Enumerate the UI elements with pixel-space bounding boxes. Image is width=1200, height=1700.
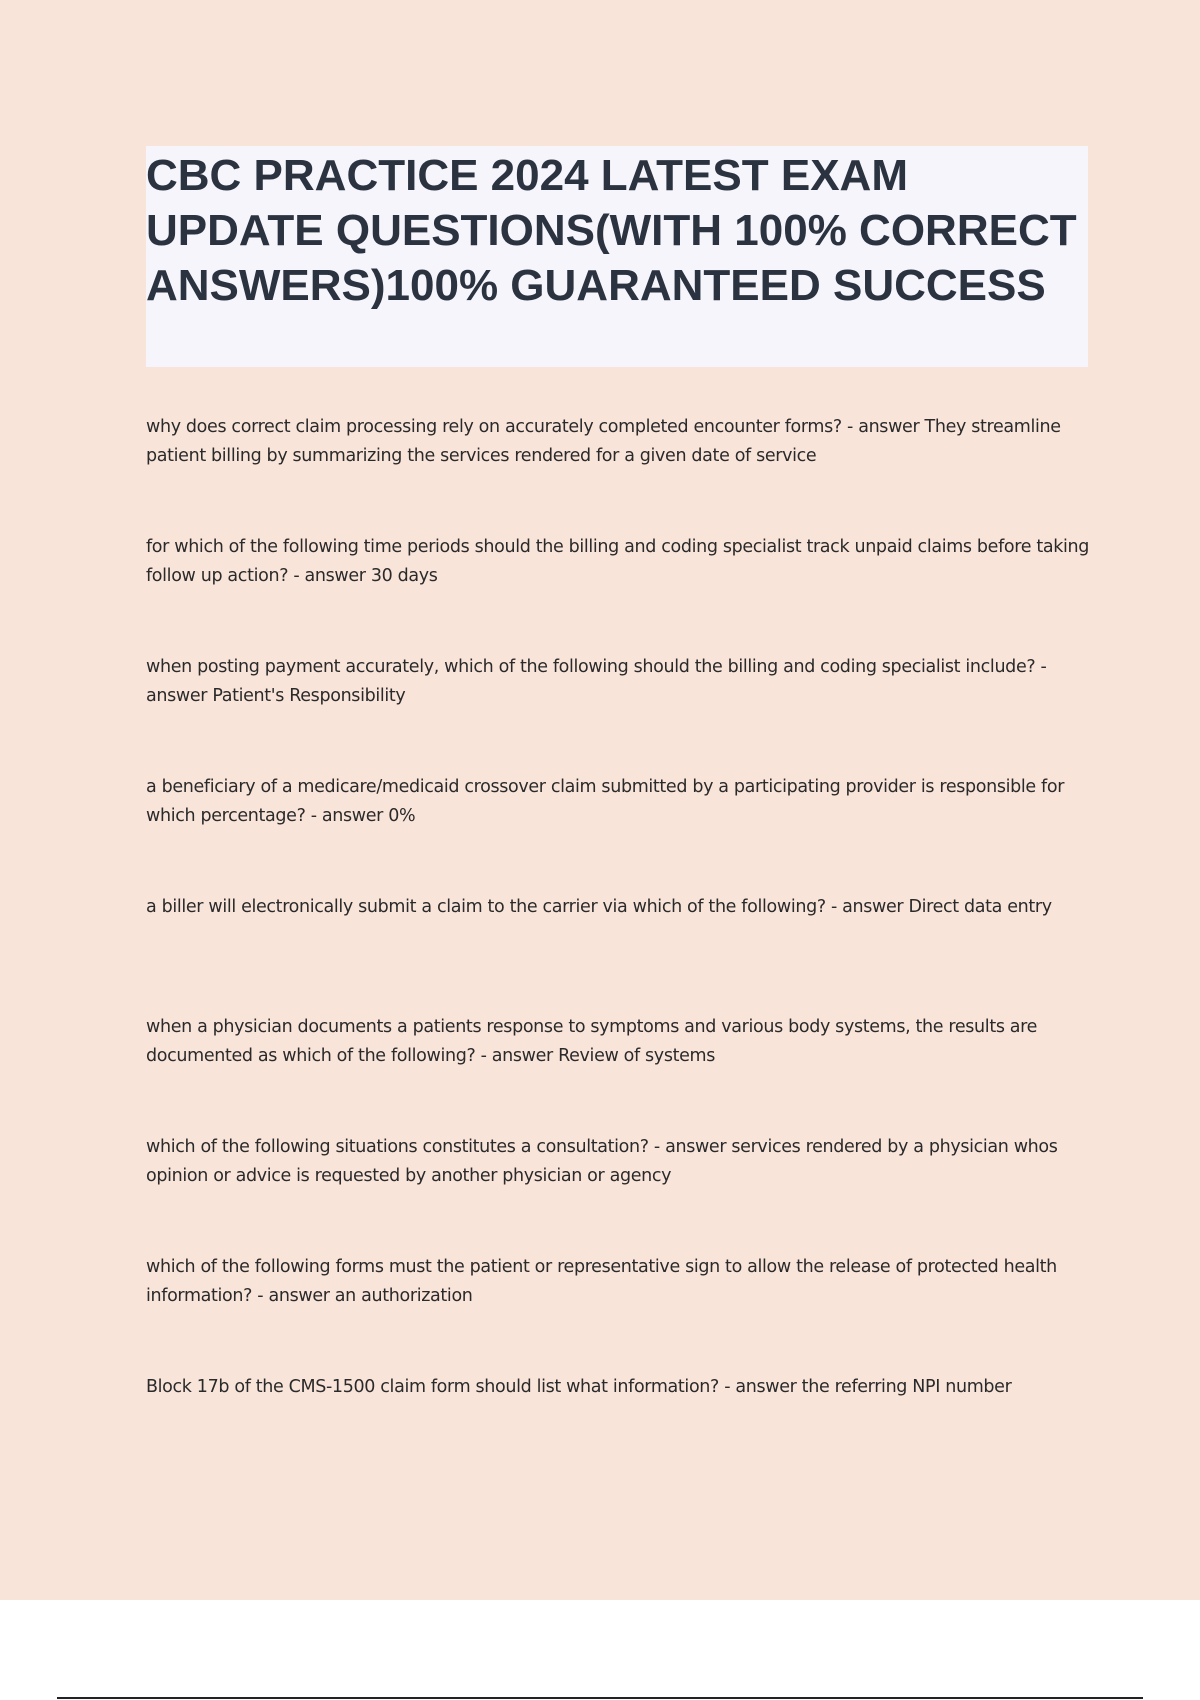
document-title: CBC PRACTICE 2024 LATEST EXAM UPDATE QUESTIONS(WITH 100% CORRECT ANSWERS)100% GUARANTEED SUCCESS (146, 151, 1077, 310)
title-banner (146, 146, 1088, 367)
qa-item-2: for which of the following time periods should the billing and coding specialist track unpaid claims before taking follow up action? - answer 30 days (146, 537, 1090, 586)
footer-divider (57, 1697, 1143, 1699)
qa-item-7: which of the following situations constitutes a consultation? - answer services rendered by a physician whos opinion or advice is requested by another physician or agency (146, 1137, 1058, 1186)
qa-item-1: why does correct claim processing rely on accurately completed encounter forms? - answer They streamline patient billing by summarizing the services rendered for a given date of service (146, 417, 1061, 466)
qa-item-5: a biller will electronically submit a claim to the carrier via which of the following? - answer Direct data entry (146, 897, 1052, 917)
qa-item-4: a beneficiary of a medicare/medicaid crossover claim submitted by a participating provider is responsible for which percentage? - answer 0% (146, 777, 1065, 826)
qa-item-9: Block 17b of the CMS-1500 claim form should list what information? - answer the referring NPI number (146, 1377, 1012, 1397)
qa-item-6: when a physician documents a patients response to symptoms and various body systems, the results are documented as which of the following? - answer Review of systems (146, 1017, 1038, 1066)
qa-item-8: which of the following forms must the patient or representative sign to allow the release of protected health information? - answer an authorization (146, 1257, 1057, 1306)
qa-item-3: when posting payment accurately, which of the following should the billing and coding specialist include? - answer Patient's Responsibility (146, 657, 1047, 706)
